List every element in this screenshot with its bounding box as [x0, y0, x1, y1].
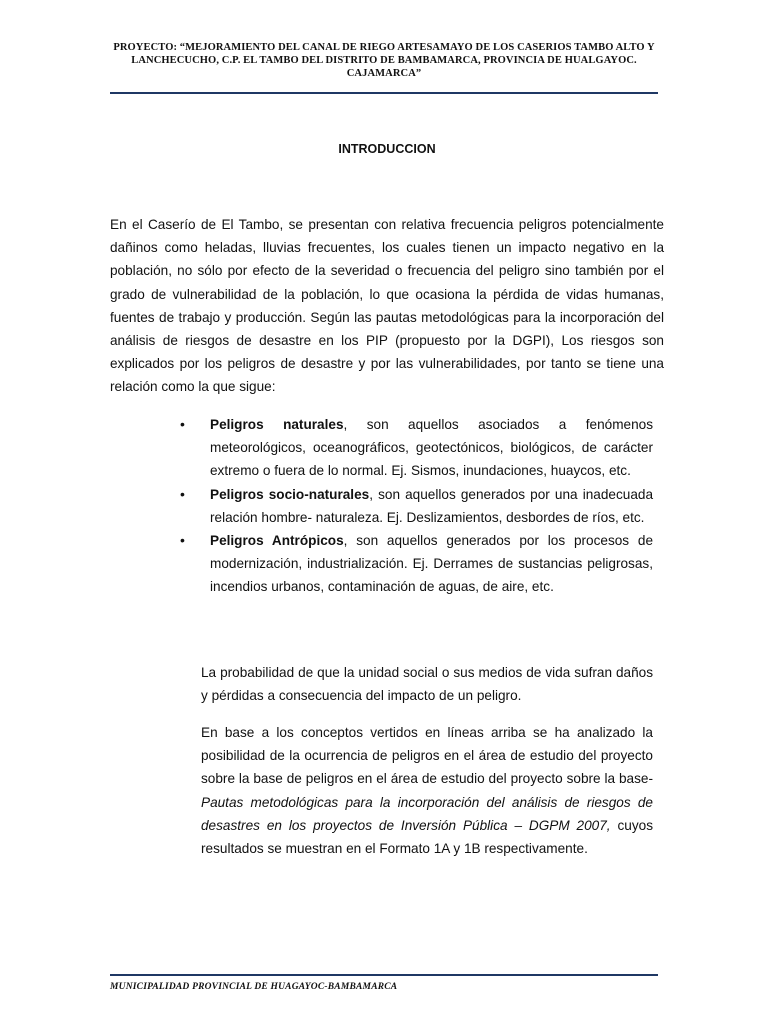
analysis-paragraph: [201, 721, 653, 860]
list-item-natural-hazards: [180, 413, 653, 483]
bullet-text: , son aquellos asociados a fenómenos meteorológicos, oceanográficos, geotectónicos, biológicos, de carácter extremo o fuera de lo normal. Ej. Sismos, inundaciones, huaycos, etc.: [210, 417, 654, 479]
bullet-text: , son aquellos generados por los procesos de modernización, industrialización. Ej. Derrames de sustancias peligrosas, incendios urbanos, contaminación de aguas, de aire, etc.: [210, 533, 654, 595]
bullet-term: Peligros naturales: [210, 417, 344, 432]
bullet-icon: •: [180, 485, 185, 502]
hazard-list: [180, 413, 653, 599]
header-divider: [110, 92, 658, 94]
footer-text: MUNICIPALIDAD PROVINCIAL DE HUAGAYOC-BAMBAMARCA: [110, 982, 398, 992]
section-title: INTRODUCCION: [338, 142, 436, 156]
probability-paragraph: La probabilidad de que la unidad social o sus medios de vida sufran daños y pérdidas a consecuencia del impacto de un peligro.: [201, 665, 653, 704]
bullet-text: , son aquellos generados por una inadecuada relación hombre- naturaleza. Ej. Deslizamientos, desbordes de ríos, etc.: [210, 486, 653, 525]
analysis-text-start: En base a los conceptos vertidos en líneas arriba se ha analizado la posibilidad de la ocurrencia de peligros en el área de estudio del proyecto sobre la base de peligros en el área de estudio del proyecto sobre la base-: [201, 725, 653, 787]
intro-paragraph: En el Caserío de El Tambo, se presentan con relativa frecuencia peligros potencialmente dañinos como heladas, lluvias frecuentes, los cuales tienen un impacto negativo en la población, no sólo por efecto de la severidad o frecuencia del peligro sino también por el grado de vulnerabilidad de la población, lo que ocasiona la pérdida de vidas humanas, fuentes de trabajo y producción. Según las pautas metodológicas para la incorporación del análisis de riesgos de desastre en los PIP (propuesto por la DGPI), Los riesgos son explicados por los peligros de desastre y por las vulnerabilidades, por tanto se tiene una relación como la que sigue:: [110, 217, 664, 395]
list-item-socio-natural-hazards: [180, 483, 653, 529]
bullet-term: Peligros socio-naturales: [210, 486, 370, 502]
list-item-anthropic-hazards: [180, 529, 653, 599]
analysis-text-end: cuyos resultados se muestran en el Formato 1A y 1B respectivamente.: [201, 817, 653, 857]
bullet-icon: •: [180, 416, 185, 432]
project-header: PROYECTO: “MEJORAMIENTO DEL CANAL DE RIEGO ARTESAMAYO DE LOS CASERIOS TAMBO ALTO Y LANCHECUCHO, C.P. EL TAMBO DEL DISTRITO DE BAMBAMARCA, PROVINCIA DE HUALGAYOC. CAJAMARCA”: [113, 42, 655, 79]
bullet-icon: •: [180, 532, 185, 549]
analysis-reference-italic: Pautas metodológicas para la incorporación del análisis de riesgos de desastres en los proyectos de Inversión Pública – DGPM 2007,: [201, 794, 653, 833]
bullet-term: Peligros Antrópicos: [210, 533, 344, 549]
footer-divider: [110, 974, 658, 976]
